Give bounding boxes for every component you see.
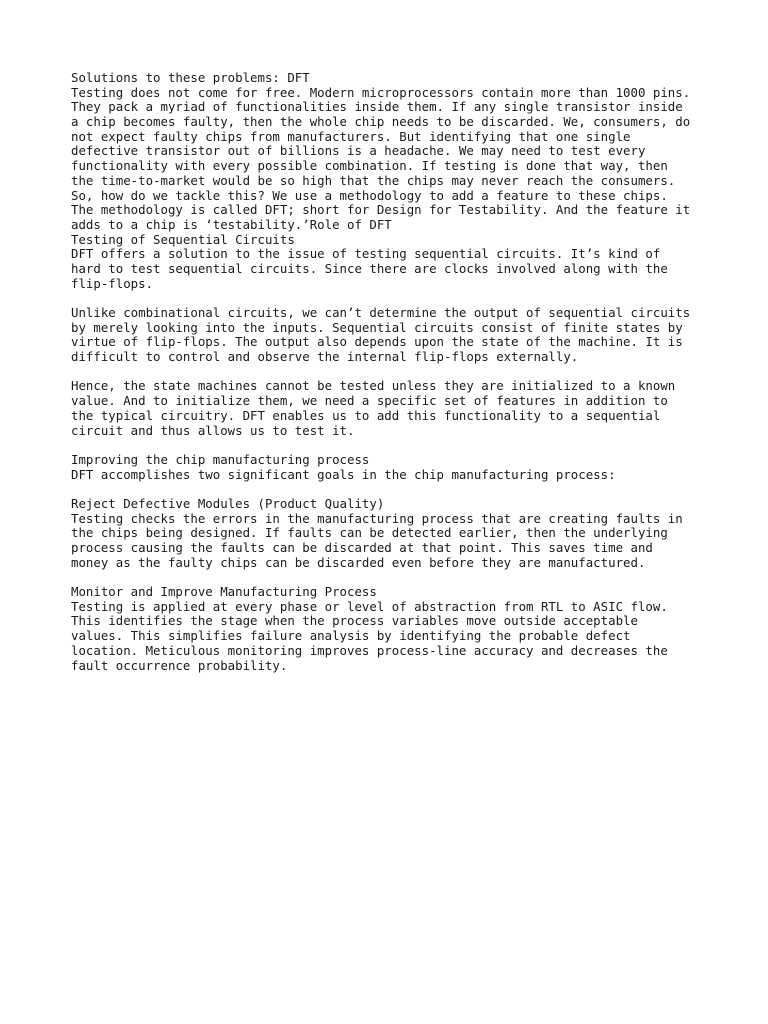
text-line: Improving the chip manufacturing process — [71, 451, 370, 467]
text-line: circuit and thus allows us to test it. — [71, 422, 355, 438]
blank-line — [71, 438, 711, 453]
text-line: Solutions to these problems: DFT — [71, 70, 310, 85]
text-line: the chips being designed. If faults can be detected earlier, then the underlying — [71, 525, 668, 541]
text-line: Hence, the state machines cannot be tested unless they are initialized to a known — [71, 378, 676, 394]
text-line: The methodology is called DFT; short for Design for Testability. And the feature it — [71, 202, 691, 218]
text-line: location. Meticulous monitoring improves process-line accuracy and decreases the — [71, 642, 668, 658]
text-line: Monitor and Improve Manufacturing Process — [71, 584, 377, 600]
text-line: Unlike combinational circuits, we can’t determine the output of sequential circuits — [71, 305, 691, 320]
text-line: DFT offers a solution to the issue of testing sequential circuits. It’s kind of — [71, 246, 661, 262]
text-line: value. And to initialize them, we need a specific set of features in addition to — [71, 393, 668, 409]
text-line: fault occurrence probability. — [71, 657, 288, 673]
text-line: This identifies the stage when the process variables move outside acceptable — [71, 613, 638, 629]
text-line: virtue of flip-flops. The output also depends upon the state of the machine. It is — [71, 334, 683, 350]
text-line: They pack a myriad of functionalities inside them. If any single transistor inside — [71, 99, 683, 115]
text-line: not expect faulty chips from manufacturers. But identifying that one single — [71, 128, 631, 144]
text-line: values. This simplifies failure analysis by identifying the probable defect — [71, 628, 631, 644]
text-line: Testing is applied at every phase or level of abstraction from RTL to ASIC flow. — [71, 598, 668, 614]
text-line: the time-to-market would be so high that the chips may never reach the consumers. — [71, 172, 676, 188]
blank-line — [71, 482, 711, 497]
text-line: defective transistor out of billions is a headache. We may need to test every — [71, 143, 646, 159]
blank-line — [71, 570, 711, 585]
text-line: flip-flops. — [71, 275, 154, 291]
text-line: a chip becomes faulty, then the whole chip needs to be discarded. We, consumers, do — [71, 114, 691, 130]
text-line: Testing of Sequential Circuits — [71, 231, 295, 247]
text-line: money as the faulty chips can be discarded even before they are manufactured. — [71, 554, 646, 570]
text-line: process causing the faults can be discarded at that point. This saves time and — [71, 540, 653, 555]
text-line: adds to a chip is ‘testability.’Role of DFT — [71, 216, 392, 232]
text-line: functionality with every possible combination. If testing is done that way, then — [71, 158, 668, 174]
text-line: hard to test sequential circuits. Since there are clocks involved along with the — [71, 260, 668, 276]
text-line: Reject Defective Modules (Product Quality) — [71, 495, 385, 511]
text-line: difficult to control and observe the internal flip-flops externally. — [71, 349, 579, 365]
text-line: Testing checks the errors in the manufacturing process that are creating faults in — [71, 510, 683, 526]
document-page — [71, 71, 711, 673]
text-line: by merely looking into the inputs. Sequential circuits consist of finite states by — [71, 319, 683, 335]
blank-line — [71, 291, 711, 306]
blank-line — [71, 365, 711, 380]
text-line: So, how do we tackle this? We use a methodology to add a feature to these chips. — [71, 187, 668, 203]
text-line: DFT accomplishes two significant goals in the chip manufacturing process: — [71, 466, 616, 482]
text-line: Testing does not come for free. Modern microprocessors contain more than 1000 pins. — [71, 84, 691, 100]
text-line: the typical circuitry. DFT enables us to add this functionality to a sequential — [71, 407, 661, 423]
